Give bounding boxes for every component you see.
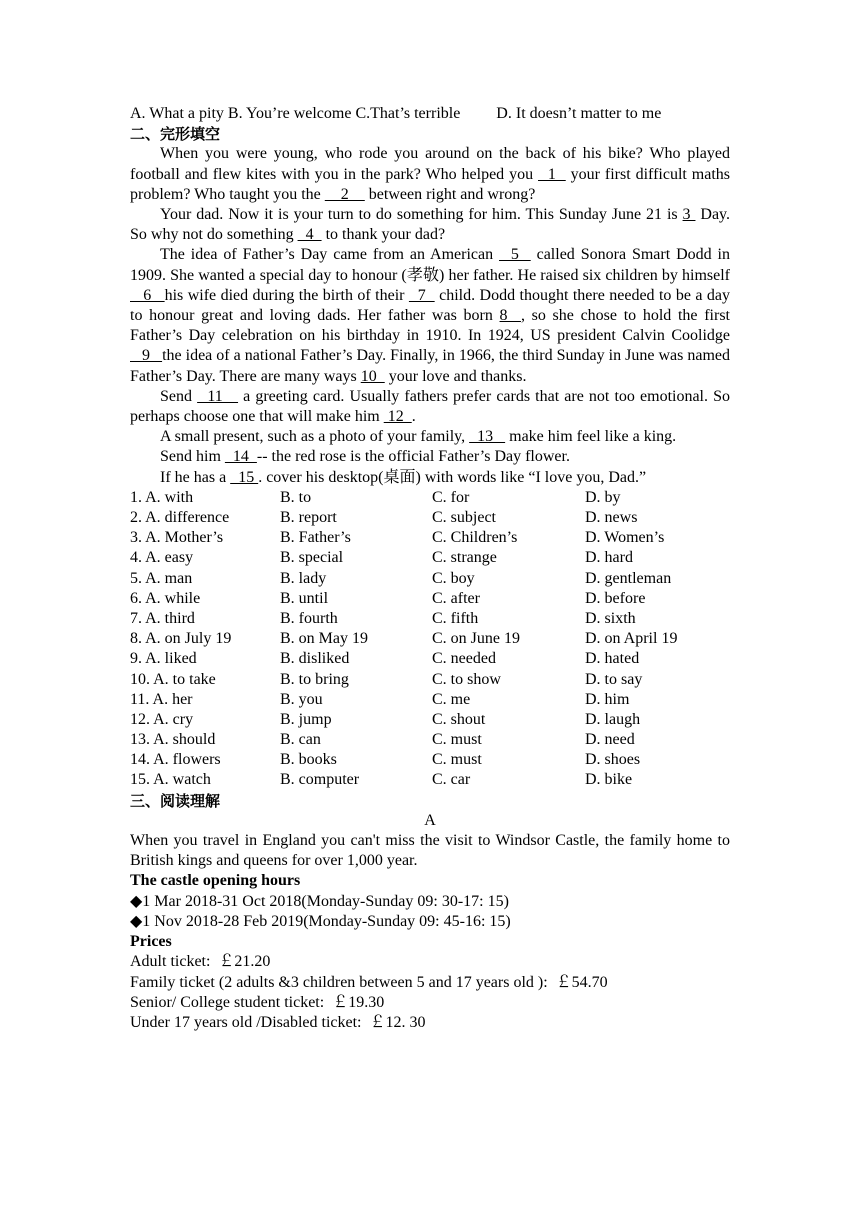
- option-c: C. car: [432, 771, 471, 789]
- option-d: D. him: [585, 690, 630, 708]
- option-row: [130, 569, 730, 589]
- option-a: 15. A. watch: [130, 771, 211, 789]
- option-d: D. laugh: [585, 710, 641, 728]
- blank-6: 6: [130, 286, 165, 304]
- option-c: C. needed: [432, 650, 496, 668]
- option-row: [130, 770, 730, 790]
- option-a: 14. A. flowers: [130, 751, 221, 769]
- option-row: [130, 548, 730, 568]
- blank-9: 9: [130, 347, 163, 365]
- blank-4: 4: [297, 226, 322, 244]
- option-c: C. must: [432, 751, 482, 769]
- option-a: 9. A. liked: [130, 650, 197, 668]
- option-row: [130, 609, 730, 629]
- worksheet-page: [130, 104, 730, 1033]
- option-row: [130, 690, 730, 710]
- option-b: B. to: [280, 488, 312, 506]
- option-b: B. disliked: [280, 650, 350, 668]
- option-a: 6. A. while: [130, 589, 201, 607]
- price-line: Under 17 years old /Disabled ticket: ￡12. 30: [130, 1013, 426, 1031]
- option-c: C. subject: [432, 509, 496, 527]
- blank-7: 7: [408, 286, 435, 304]
- option-d: D. by: [585, 488, 621, 506]
- cloze-paragraph-3: The idea of Father’s Day came from an American 5 called Sonora Smart Dodd in 1909. She wanted a special day to honour (孝敬) her father. He raised six children by himself 6 his wife died during the birth of their 7 child. Dodd thought there needed to be a day to honour great and loving dads. Her father was born 8 , so she chose to hold the first Father’s Day celebration on his birthday in 1910. In 1924, US president Calvin Coolidge 9 the idea of a national Father’s Day. Finally, in 1966, the third Sunday in June was named Father’s Day. There are many ways 10 your love and thanks.: [130, 246, 731, 385]
- option-row: [130, 589, 730, 609]
- option-a: 2. A. difference: [130, 509, 230, 527]
- option-a: 8. A. on July 19: [130, 630, 232, 648]
- option-b: B. special: [280, 549, 344, 567]
- option-d: D. shoes: [585, 751, 641, 769]
- blank-14: 14: [224, 448, 257, 466]
- cloze-paragraph-4: Send 11 a greeting card. Usually fathers prefer cards that are not too emotional. So perhaps choose one that will make him 12 .: [130, 387, 731, 426]
- option-row: [130, 528, 730, 548]
- option-c: C. fifth: [432, 609, 479, 627]
- option-c: C. on June 19: [432, 630, 520, 648]
- option-a: 1. A. with: [130, 488, 194, 506]
- option-a: 7. A. third: [130, 609, 195, 627]
- option-b: B. you: [280, 690, 323, 708]
- option-a: 13. A. should: [130, 731, 216, 749]
- option-a: 11. A. her: [130, 690, 193, 708]
- option-c: C. boy: [432, 569, 475, 587]
- opening-hours-title: The castle opening hours: [130, 872, 301, 890]
- option-b: B. computer: [280, 771, 360, 789]
- opening-hours-line: ◆1 Nov 2018-28 Feb 2019(Monday-Sunday 09: 45-16: 15): [130, 912, 511, 930]
- option-c: C. me: [432, 690, 471, 708]
- option-row: [130, 730, 730, 750]
- option-b: B. jump: [280, 710, 332, 728]
- blank-15: 15: [230, 468, 259, 486]
- option-row: [130, 649, 730, 669]
- section-heading-cloze: 二、完形填空: [130, 125, 221, 144]
- option-a: 3. A. Mother’s: [130, 529, 224, 547]
- option-c: C. to show: [432, 670, 501, 688]
- option-d: D. hated: [585, 650, 640, 668]
- option-row: [130, 629, 730, 649]
- cloze-paragraph-2: Your dad. Now it is your turn to do something for him. This Sunday June 21 is 3 Day. So why not do something 4 to thank your dad?: [130, 206, 731, 244]
- option-b: B. Father’s: [280, 529, 351, 547]
- option-a: 5. A. man: [130, 569, 193, 587]
- option-d: D. gentleman: [585, 569, 672, 587]
- option-d: D. Women’s: [585, 529, 665, 547]
- option-d: D. on April 19: [585, 630, 678, 648]
- cloze-paragraph-6: Send him 14 -- the red rose is the official Father’s Day flower.: [160, 448, 570, 466]
- option-row: [130, 508, 730, 528]
- section-heading-reading: 三、阅读理解: [130, 791, 221, 810]
- option-c: C. must: [432, 731, 482, 749]
- option-d: D. need: [585, 731, 635, 749]
- option-a: 10. A. to take: [130, 670, 216, 688]
- option-row: [130, 710, 730, 730]
- cloze-options: [130, 488, 730, 791]
- option-a: 12. A. cry: [130, 710, 194, 728]
- cloze-paragraph-5: A small present, such as a photo of your family, 13 make him feel like a king.: [160, 428, 677, 446]
- option-b: B. books: [280, 751, 337, 769]
- blank-10: 10: [360, 367, 385, 385]
- blank-2: 2: [324, 185, 365, 203]
- option-c: C. for: [432, 488, 470, 506]
- blank-8: 8: [499, 307, 521, 325]
- blank-11: 11: [197, 387, 239, 405]
- previous-question-options: A. What a pity B. You’re welcome C.That’s terrible D. It doesn’t matter to me: [130, 105, 662, 122]
- option-b: B. until: [280, 589, 329, 607]
- blank-1: 1: [538, 165, 566, 183]
- price-line: Senior/ College student ticket: ￡19.30: [130, 993, 385, 1011]
- option-d: D. bike: [585, 771, 633, 789]
- option-d: D. hard: [585, 549, 633, 567]
- option-d: D. to say: [585, 670, 643, 688]
- cloze-paragraph-7: If he has a 15 . cover his desktop(桌面) with words like “I love you, Dad.”: [160, 468, 647, 486]
- passage-label: A: [424, 811, 436, 829]
- option-row: [130, 488, 730, 508]
- opening-hours-line: ◆1 Mar 2018-31 Oct 2018(Monday-Sunday 09: 30-17: 15): [130, 892, 509, 910]
- blank-5: 5: [499, 246, 531, 264]
- option-c: C. after: [432, 589, 480, 607]
- option-d: D. news: [585, 509, 638, 527]
- option-b: B. can: [280, 731, 321, 749]
- option-d: D. before: [585, 589, 646, 607]
- option-d: D. sixth: [585, 609, 636, 627]
- option-b: B. on May 19: [280, 630, 368, 648]
- blank-13: 13: [469, 428, 506, 446]
- option-row: [130, 750, 730, 770]
- option-c: C. Children’s: [432, 529, 518, 547]
- prices-title: Prices: [130, 933, 172, 951]
- reading-intro: When you travel in England you can't miss the visit to Windsor Castle, the family home to British kings and queens for over 1,000 year.: [130, 832, 730, 870]
- option-c: C. strange: [432, 549, 497, 567]
- blank-3: 3: [682, 206, 696, 224]
- option-row: [130, 670, 730, 690]
- cloze-paragraph-1: When you were young, who rode you around on the back of his bike? Who played football and flew kites with you in the park? Who helped you 1 your first difficult maths problem? Who taught you the 2 between right and wrong?: [130, 145, 730, 203]
- price-line: Family ticket (2 adults &3 children between 5 and 17 years old ): ￡54.70: [130, 973, 608, 991]
- option-c: C. shout: [432, 710, 486, 728]
- option-b: B. fourth: [280, 609, 338, 627]
- option-a: 4. A. easy: [130, 549, 194, 567]
- blank-12: 12: [383, 408, 412, 426]
- option-b: B. report: [280, 509, 337, 527]
- price-line: Adult ticket: ￡21.20: [130, 953, 271, 971]
- option-b: B. to bring: [280, 670, 349, 688]
- option-b: B. lady: [280, 569, 327, 587]
